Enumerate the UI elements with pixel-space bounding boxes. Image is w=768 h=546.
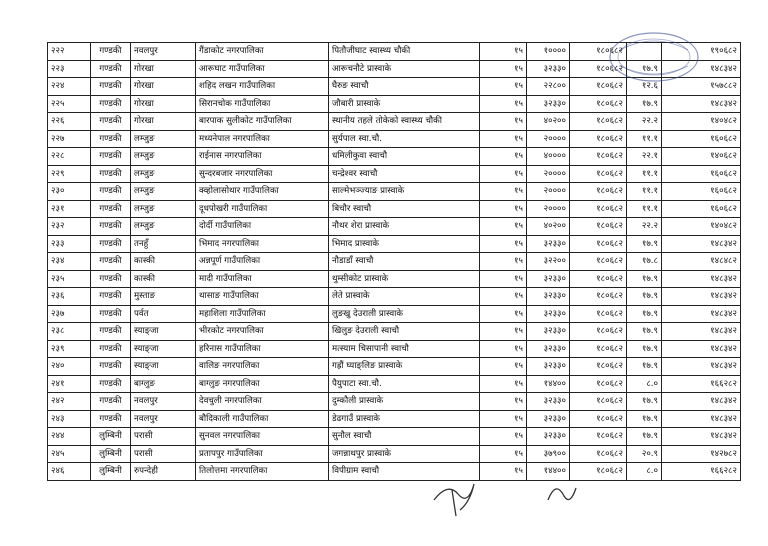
value-cell-1: १५ <box>480 445 527 463</box>
health-office-cell: डेढगाउँ प्रास्वाके <box>329 410 480 428</box>
province-cell: गण्डकी <box>91 393 131 411</box>
value-cell-1: १५ <box>480 218 527 236</box>
health-office-cell: साल्मेभञ्ज्याङ प्रास्वाके <box>329 183 480 201</box>
health-office-cell: जौबारी प्रास्वाके <box>329 95 480 113</box>
value-cell-3: १८०६८२ <box>570 288 627 306</box>
value-cell-1: १५ <box>480 410 527 428</box>
value-cell-3: १८०६८२ <box>570 445 627 463</box>
table-row <box>48 428 741 446</box>
local-level-cell: हरिनास गाउँपालिका <box>196 340 329 358</box>
province-cell: लुम्बिनी <box>91 463 131 481</box>
district-cell: लम्जुङ <box>131 130 196 148</box>
table-row <box>48 95 741 113</box>
value-cell-1: १५ <box>480 148 527 166</box>
value-cell-2: ३२३३० <box>527 305 570 323</box>
table-row <box>48 218 741 236</box>
province-cell: गण्डकी <box>91 95 131 113</box>
province-cell: गण्डकी <box>91 165 131 183</box>
value-cell-1: १५ <box>480 323 527 341</box>
serial-number-cell: २३४ <box>48 253 91 271</box>
value-cell-2: ३२३३० <box>527 393 570 411</box>
percent-cell: १२.६ <box>627 78 662 96</box>
table-row <box>48 78 741 96</box>
value-cell-1: १५ <box>480 78 527 96</box>
health-office-cell: स्थानीय तहले तोकेको स्वास्थ्य चौकी <box>329 113 480 131</box>
value-cell-1: १५ <box>480 253 527 271</box>
health-office-cell: आरूचनौटे प्रास्वाके <box>329 60 480 78</box>
province-cell: गण्डकी <box>91 235 131 253</box>
district-cell: नवलपुर <box>131 43 196 61</box>
health-office-cell: पैयुपाटा स्वा.चौ. <box>329 375 480 393</box>
value-cell-1: १५ <box>480 165 527 183</box>
serial-number-cell: २३९ <box>48 340 91 358</box>
local-level-cell: आरूघाट गाउँपालिका <box>196 60 329 78</box>
province-cell: लुम्बिनी <box>91 428 131 446</box>
district-cell: गोरखा <box>131 78 196 96</box>
serial-number-cell: २३१ <box>48 200 91 218</box>
serial-number-cell: २२८ <box>48 148 91 166</box>
local-level-cell: दोर्दी गाउँपालिका <box>196 218 329 236</box>
value-cell-2: २०००० <box>527 165 570 183</box>
province-cell: गण्डकी <box>91 218 131 236</box>
table-row <box>48 235 741 253</box>
serial-number-cell: २३२ <box>48 218 91 236</box>
health-office-cell: लेते प्रास्वाके <box>329 288 480 306</box>
percent-cell: १७.९ <box>627 393 662 411</box>
province-cell: गण्डकी <box>91 270 131 288</box>
percent-cell: १७.९ <box>627 358 662 376</box>
total-cell: १४८३४२ <box>662 410 741 428</box>
local-level-cell: शहिद लखन गाउँपालिका <box>196 78 329 96</box>
total-cell: १४०४८२ <box>662 113 741 131</box>
health-office-cell: लुङखु देउराली प्रास्वाके <box>329 305 480 323</box>
total-cell: १४८३४२ <box>662 60 741 78</box>
total-cell: १४८३४२ <box>662 270 741 288</box>
local-level-cell: राईनास नगरपालिका <box>196 148 329 166</box>
value-cell-3: १८०६८२ <box>570 463 627 481</box>
serial-number-cell: २२५ <box>48 95 91 113</box>
value-cell-3: १८०६८२ <box>570 305 627 323</box>
value-cell-3: १८०६८२ <box>570 218 627 236</box>
total-cell: १४८३४२ <box>662 95 741 113</box>
total-cell: १४८३४२ <box>662 288 741 306</box>
value-cell-2: ३७९०० <box>527 445 570 463</box>
total-cell: १४८३४२ <box>662 428 741 446</box>
percent-cell: ११.१ <box>627 183 662 201</box>
health-office-cell: सुनौल स्वाचौ <box>329 428 480 446</box>
value-cell-1: १५ <box>480 393 527 411</box>
value-cell-2: २२८०० <box>527 78 570 96</box>
serial-number-cell: २३७ <box>48 305 91 323</box>
percent-cell: ८.० <box>627 463 662 481</box>
value-cell-2: ३२३३० <box>527 235 570 253</box>
value-cell-2: ३२३३० <box>527 340 570 358</box>
serial-number-cell: २३० <box>48 183 91 201</box>
total-cell: १४८३४२ <box>662 393 741 411</box>
value-cell-3: १८०६८२ <box>570 428 627 446</box>
province-cell: गण्डकी <box>91 60 131 78</box>
value-cell-1: १५ <box>480 305 527 323</box>
serial-number-cell: २४० <box>48 358 91 376</box>
total-cell: १४२७८२ <box>662 445 741 463</box>
percent-cell: १७.९ <box>627 428 662 446</box>
district-cell: लम्जुङ <box>131 148 196 166</box>
table-row <box>48 253 741 271</box>
table-row <box>48 183 741 201</box>
health-office-cell: नौथर शेरा प्रास्वाके <box>329 218 480 236</box>
local-level-cell: सुनवल नगरपालिका <box>196 428 329 446</box>
district-cell: गोरखा <box>131 95 196 113</box>
value-cell-1: १५ <box>480 60 527 78</box>
table-row <box>48 358 741 376</box>
table-row <box>48 410 741 428</box>
total-cell: १४८३४२ <box>662 340 741 358</box>
value-cell-2: ३२३३० <box>527 358 570 376</box>
value-cell-2: ३२३३० <box>527 288 570 306</box>
value-cell-3: १८०६८२ <box>570 340 627 358</box>
local-level-cell: भीरकोट नगरपालिका <box>196 323 329 341</box>
value-cell-1: १५ <box>480 113 527 131</box>
value-cell-3: १८०६८२ <box>570 165 627 183</box>
serial-number-cell: २२७ <box>48 130 91 148</box>
percent-cell <box>627 43 662 61</box>
table-row <box>48 323 741 341</box>
table-row <box>48 130 741 148</box>
health-office-cell: घैरुङ स्वाचौ <box>329 78 480 96</box>
health-office-cell: धमिलीकुवा स्वाचौ <box>329 148 480 166</box>
health-office-cell: मत्स्याम चिसापानी स्वाचौ <box>329 340 480 358</box>
serial-number-cell: २३६ <box>48 288 91 306</box>
value-cell-1: १५ <box>480 235 527 253</box>
local-level-cell: देवचुली नगरपालिका <box>196 393 329 411</box>
district-cell: गोरखा <box>131 60 196 78</box>
district-cell: कास्की <box>131 270 196 288</box>
total-cell: १६०६८२ <box>662 200 741 218</box>
province-cell: गण्डकी <box>91 323 131 341</box>
health-office-cell: विपीग्राम स्वाचौ <box>329 463 480 481</box>
total-cell: १९०६८२ <box>662 43 741 61</box>
district-cell: नवलपुर <box>131 410 196 428</box>
percent-cell: ८.० <box>627 375 662 393</box>
value-cell-2: १४४०० <box>527 463 570 481</box>
local-level-cell: महाशिला गाउँपालिका <box>196 305 329 323</box>
total-cell: १४०४८२ <box>662 218 741 236</box>
total-cell: १६०६८२ <box>662 165 741 183</box>
value-cell-2: ३२३३० <box>527 95 570 113</box>
value-cell-1: १५ <box>480 270 527 288</box>
province-cell: गण्डकी <box>91 340 131 358</box>
local-level-cell: गैंडाकोट नगरपालिका <box>196 43 329 61</box>
health-office-cell: सुर्यपाल स्वा.चौ. <box>329 130 480 148</box>
value-cell-2: ३२३३० <box>527 410 570 428</box>
percent-cell: १७.९ <box>627 270 662 288</box>
value-cell-1: १५ <box>480 200 527 218</box>
table-row <box>48 200 741 218</box>
province-cell: गण्डकी <box>91 183 131 201</box>
local-level-cell: तिलोत्तमा नगरपालिका <box>196 463 329 481</box>
value-cell-3: १८०६८२ <box>570 200 627 218</box>
district-cell: मुस्ताङ <box>131 288 196 306</box>
value-cell-1: १५ <box>480 428 527 446</box>
value-cell-2: ४०००० <box>527 148 570 166</box>
value-cell-1: १५ <box>480 340 527 358</box>
total-cell: १४८३४२ <box>662 358 741 376</box>
serial-number-cell: २४१ <box>48 375 91 393</box>
value-cell-3: १८०६८२ <box>570 253 627 271</box>
serial-number-cell: २४२ <box>48 393 91 411</box>
province-cell: लुम्बिनी <box>91 445 131 463</box>
value-cell-1: १५ <box>480 95 527 113</box>
value-cell-3: १८०६८२ <box>570 183 627 201</box>
health-office-cell: बिचौर स्वाचौ <box>329 200 480 218</box>
local-level-cell: मादी गाउँपालिका <box>196 270 329 288</box>
district-cell: तनहुँ <box>131 235 196 253</box>
health-office-cell: भिमाद प्रास्वाके <box>329 235 480 253</box>
local-level-cell: मध्यनेपाल नगरपालिका <box>196 130 329 148</box>
value-cell-3: १८०६८२ <box>570 375 627 393</box>
value-cell-1: १५ <box>480 183 527 201</box>
table-row <box>48 445 741 463</box>
percent-cell: १७.९ <box>627 305 662 323</box>
table-row <box>48 288 741 306</box>
local-level-cell: बौदिकाली गाउँपालिका <box>196 410 329 428</box>
local-level-cell: थासाङ गाउँपालिका <box>196 288 329 306</box>
value-cell-1: १५ <box>480 375 527 393</box>
value-cell-3: १८०६८२ <box>570 410 627 428</box>
serial-number-cell: २३८ <box>48 323 91 341</box>
value-cell-3: १८०६८२ <box>570 43 627 61</box>
percent-cell: १७.९ <box>627 60 662 78</box>
value-cell-3: १८०६८२ <box>570 235 627 253</box>
percent-cell: १७.९ <box>627 95 662 113</box>
province-cell: गण्डकी <box>91 288 131 306</box>
province-cell: गण्डकी <box>91 78 131 96</box>
percent-cell: १७.९ <box>627 323 662 341</box>
value-cell-3: १८०६८२ <box>570 78 627 96</box>
local-level-cell: प्रतापपुर गाउँपालिका <box>196 445 329 463</box>
table-row <box>48 43 741 61</box>
value-cell-2: २०००० <box>527 130 570 148</box>
total-cell: १५७८८२ <box>662 78 741 96</box>
total-cell: १६०६८२ <box>662 183 741 201</box>
percent-cell: २२.१ <box>627 148 662 166</box>
percent-cell: २२.२ <box>627 218 662 236</box>
table-body <box>48 43 741 481</box>
percent-cell: ११.१ <box>627 200 662 218</box>
district-cell: कास्की <box>131 253 196 271</box>
district-cell: बाग्लुङ <box>131 375 196 393</box>
province-cell: गण्डकी <box>91 148 131 166</box>
total-cell: १६०६८२ <box>662 130 741 148</box>
district-cell: गोरखा <box>131 113 196 131</box>
district-cell: स्याङ्जा <box>131 323 196 341</box>
value-cell-2: ४०२०० <box>527 218 570 236</box>
percent-cell: १७.९ <box>627 410 662 428</box>
total-cell: १४०६८२ <box>662 148 741 166</box>
serial-number-cell: २३५ <box>48 270 91 288</box>
province-cell: गण्डकी <box>91 200 131 218</box>
value-cell-2: ४०२०० <box>527 113 570 131</box>
total-cell: १४८३४२ <box>662 305 741 323</box>
health-office-cell: थुम्सीकोट प्रास्वाके <box>329 270 480 288</box>
table-row <box>48 305 741 323</box>
district-cell: लम्जुङ <box>131 165 196 183</box>
total-cell: १४८३४२ <box>662 323 741 341</box>
district-cell: स्याङ्जा <box>131 358 196 376</box>
district-cell: लम्जुङ <box>131 183 196 201</box>
value-cell-3: १८०६८२ <box>570 113 627 131</box>
value-cell-2: ३२३३० <box>527 428 570 446</box>
district-cell: लम्जुङ <box>131 218 196 236</box>
value-cell-2: ३२३३० <box>527 270 570 288</box>
value-cell-2: १४४०० <box>527 375 570 393</box>
total-cell: १४८४८२ <box>662 253 741 271</box>
serial-number-cell: २३३ <box>48 235 91 253</box>
table-row <box>48 340 741 358</box>
percent-cell: ११.१ <box>627 165 662 183</box>
district-cell: स्याङ्जा <box>131 340 196 358</box>
health-office-cell: चन्द्रेश्वर स्वाचौ <box>329 165 480 183</box>
district-cell: रुपन्देही <box>131 463 196 481</box>
province-cell: गण्डकी <box>91 130 131 148</box>
serial-number-cell: २४४ <box>48 428 91 446</box>
health-office-cell: गह्रौं घ्याङ्लिङ प्रास्वाके <box>329 358 480 376</box>
district-cell: पर्वत <box>131 305 196 323</box>
local-level-cell: सिरानचोक गाउँपालिका <box>196 95 329 113</box>
value-cell-3: १८०६८२ <box>570 393 627 411</box>
local-level-cell: दूधपोखरी गाउँपालिका <box>196 200 329 218</box>
value-cell-3: १८०६८२ <box>570 270 627 288</box>
province-cell: गण्डकी <box>91 358 131 376</box>
value-cell-3: १८०६८२ <box>570 148 627 166</box>
serial-number-cell: २२४ <box>48 78 91 96</box>
local-level-cell: सुन्दरबजार नगरपालिका <box>196 165 329 183</box>
percent-cell: २०.९ <box>627 445 662 463</box>
table-row <box>48 375 741 393</box>
data-table <box>47 42 741 481</box>
value-cell-3: १८०६८२ <box>570 323 627 341</box>
percent-cell: १७.८ <box>627 253 662 271</box>
province-cell: गण्डकी <box>91 113 131 131</box>
value-cell-2: २०००० <box>527 183 570 201</box>
value-cell-2: २०००० <box>527 200 570 218</box>
table-row <box>48 148 741 166</box>
table-row <box>48 165 741 183</box>
value-cell-2: ३२२०० <box>527 253 570 271</box>
district-cell: लम्जुङ <box>131 200 196 218</box>
province-cell: गण्डकी <box>91 375 131 393</box>
serial-number-cell: २२६ <box>48 113 91 131</box>
table-row <box>48 270 741 288</box>
value-cell-3: १८०६८२ <box>570 60 627 78</box>
district-cell: परासी <box>131 428 196 446</box>
serial-number-cell: २४५ <box>48 445 91 463</box>
value-cell-1: १५ <box>480 463 527 481</box>
table-row <box>48 463 741 481</box>
serial-number-cell: २४३ <box>48 410 91 428</box>
percent-cell: १७.९ <box>627 235 662 253</box>
serial-number-cell: २२२ <box>48 43 91 61</box>
health-office-cell: खिलुङ देउराली स्वाचौ <box>329 323 480 341</box>
health-office-cell: पितौजीघाट स्वास्थ्य चौकी <box>329 43 480 61</box>
table-row <box>48 113 741 131</box>
district-cell: परासी <box>131 445 196 463</box>
local-level-cell: अन्नपूर्ण गाउँपालिका <box>196 253 329 271</box>
value-cell-2: १०००० <box>527 43 570 61</box>
serial-number-cell: २४६ <box>48 463 91 481</box>
total-cell: १६६२८२ <box>662 463 741 481</box>
province-cell: गण्डकी <box>91 305 131 323</box>
value-cell-3: १८०६८२ <box>570 358 627 376</box>
percent-cell: १७.९ <box>627 340 662 358</box>
local-level-cell: क्व्होलासोथार गाउँपालिका <box>196 183 329 201</box>
value-cell-3: १८०६८२ <box>570 130 627 148</box>
serial-number-cell: २२३ <box>48 60 91 78</box>
value-cell-2: ३२३३० <box>527 323 570 341</box>
local-level-cell: बारपाक सुलीकोट गाउँपालिका <box>196 113 329 131</box>
percent-cell: २२.२ <box>627 113 662 131</box>
district-cell: नवलपुर <box>131 393 196 411</box>
local-level-cell: भिमाद नगरपालिका <box>196 235 329 253</box>
percent-cell: १७.९ <box>627 288 662 306</box>
health-office-cell: जगन्नाथपुर प्रास्वाके <box>329 445 480 463</box>
total-cell: १६६२८२ <box>662 375 741 393</box>
local-level-cell: बाग्लुङ नगरपालिका <box>196 375 329 393</box>
value-cell-1: १५ <box>480 288 527 306</box>
value-cell-1: १५ <box>480 43 527 61</box>
province-cell: गण्डकी <box>91 253 131 271</box>
value-cell-1: १५ <box>480 130 527 148</box>
local-level-cell: वालिङ नगरपालिका <box>196 358 329 376</box>
value-cell-1: १५ <box>480 358 527 376</box>
health-office-cell: दुम्कौली प्रास्वाके <box>329 393 480 411</box>
province-cell: गण्डकी <box>91 43 131 61</box>
table-row <box>48 393 741 411</box>
percent-cell: ११.१ <box>627 130 662 148</box>
health-office-cell: नौडाडाँ स्वाचौ <box>329 253 480 271</box>
value-cell-3: १८०६८२ <box>570 95 627 113</box>
province-cell: गण्डकी <box>91 410 131 428</box>
value-cell-2: ३२३३० <box>527 60 570 78</box>
serial-number-cell: २२९ <box>48 165 91 183</box>
total-cell: १४८३४२ <box>662 235 741 253</box>
table-row <box>48 60 741 78</box>
